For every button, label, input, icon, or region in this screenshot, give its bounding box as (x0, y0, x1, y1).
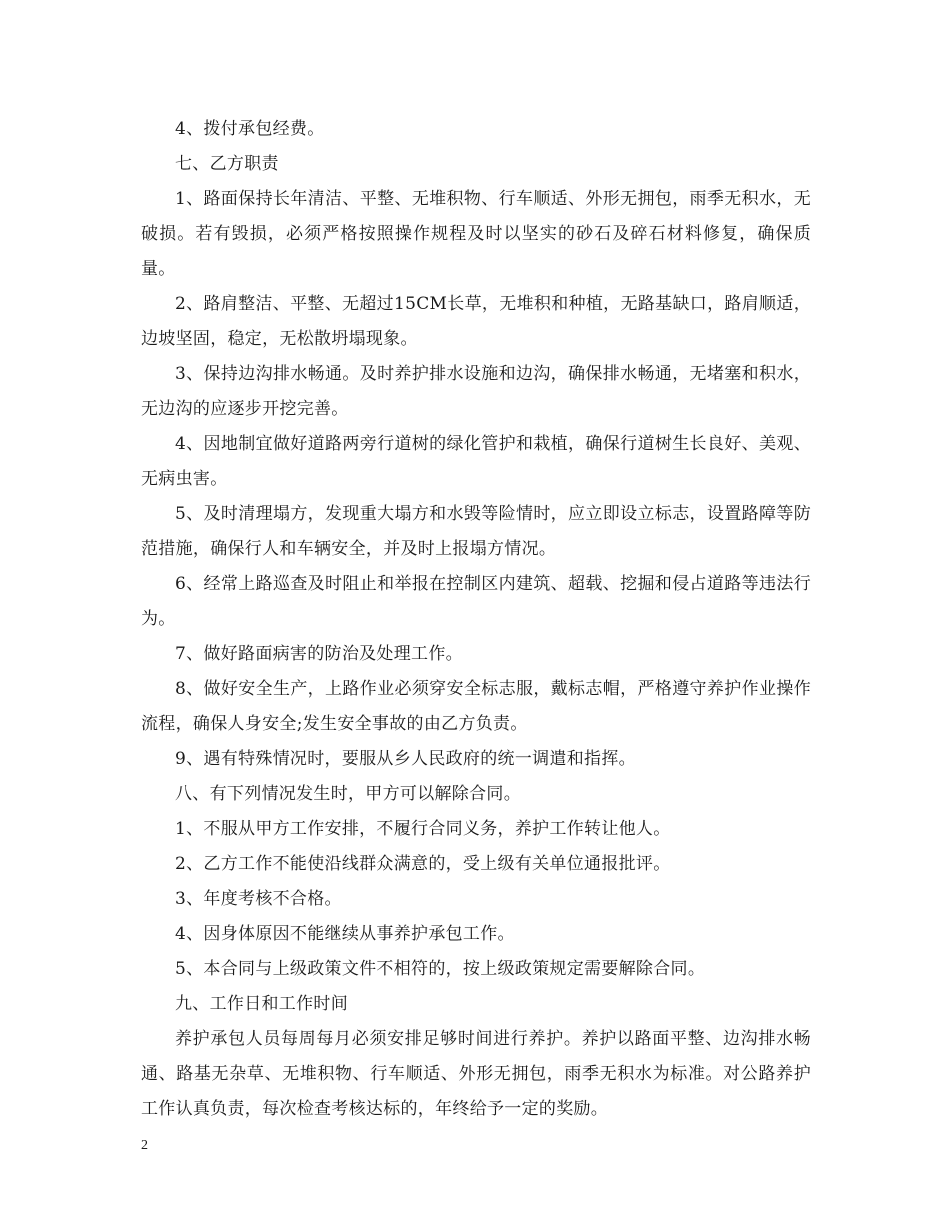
page-number: 2 (141, 1138, 148, 1153)
paragraph-work-time: 养护承包人员每周每月必须安排足够时间进行养护。养护以路面平整、边沟排水畅通、路基无杂草、无堆积物、行车顺适、外形无拥包，雨季无积水为标准。对公路养护工作认真负责，每次检查考核达标的，年终给予一定的奖励。 (141, 1029, 811, 1119)
section-heading-8: 八、有下列情况发生时，甲方可以解除合同。 (175, 784, 521, 804)
paragraph-duty-4: 4、因地制宜做好道路两旁行道树的绿化管护和栽植，确保行道树生长良好、美观、无病虫害。 (141, 434, 811, 489)
section-heading-9: 九、工作日和工作时间 (175, 994, 348, 1014)
paragraph-duty-2: 2、路肩整洁、平整、无超过15CM长草，无堆积和种植，无路基缺口，路肩顺适，边坡坚固，稳定，无松散坍塌现象。 (141, 294, 811, 349)
paragraph-duty-9: 9、遇有特殊情况时，要服从乡人民政府的统一调遣和指挥。 (175, 749, 636, 769)
paragraph-duty-5: 5、及时清理塌方，发现重大塌方和水毁等险情时，应立即设立标志，设置路障等防范措施，确保行人和车辆安全，并及时上报塌方情况。 (141, 504, 811, 559)
paragraph-duty-1: 1、路面保持长年清洁、平整、无堆积物、行车顺适、外形无拥包，雨季无积水，无破损。若有毁损，必须严格按照操作规程及时以坚实的砂石及碎石材料修复，确保质量。 (141, 189, 811, 279)
paragraph-termination-1: 1、不服从甲方工作安排，不履行合同义务，养护工作转让他人。 (175, 819, 671, 839)
paragraph-duty-8: 8、做好安全生产，上路作业必须穿安全标志服，戴标志帽，严格遵守养护作业操作流程，确保人身安全;发生安全事故的由乙方负责。 (141, 679, 811, 734)
paragraph-duty-7: 7、做好路面病害的防治及处理工作。 (175, 644, 463, 664)
paragraph-termination-2: 2、乙方工作不能使沿线群众满意的，受上级有关单位通报批评。 (175, 854, 671, 874)
section-heading-7: 七、乙方职责 (175, 154, 279, 174)
paragraph-termination-3: 3、年度考核不合格。 (175, 889, 342, 909)
paragraph-duty-3: 3、保持边沟排水畅通。及时养护排水设施和边沟，确保排水畅通，无堵塞和积水，无边沟的应逐步开挖完善。 (141, 364, 811, 419)
paragraph-termination-4: 4、因身体原因不能继续从事养护承包工作。 (175, 924, 515, 944)
paragraph-item-4-fee: 4、拨付承包经费。 (175, 119, 325, 139)
paragraph-termination-5: 5、本合同与上级政策文件不相符的，按上级政策规定需要解除合同。 (175, 959, 706, 979)
paragraph-duty-6: 6、经常上路巡查及时阻止和举报在控制区内建筑、超载、挖掘和侵占道路等违法行为。 (141, 574, 811, 629)
document-body (141, 112, 811, 1127)
